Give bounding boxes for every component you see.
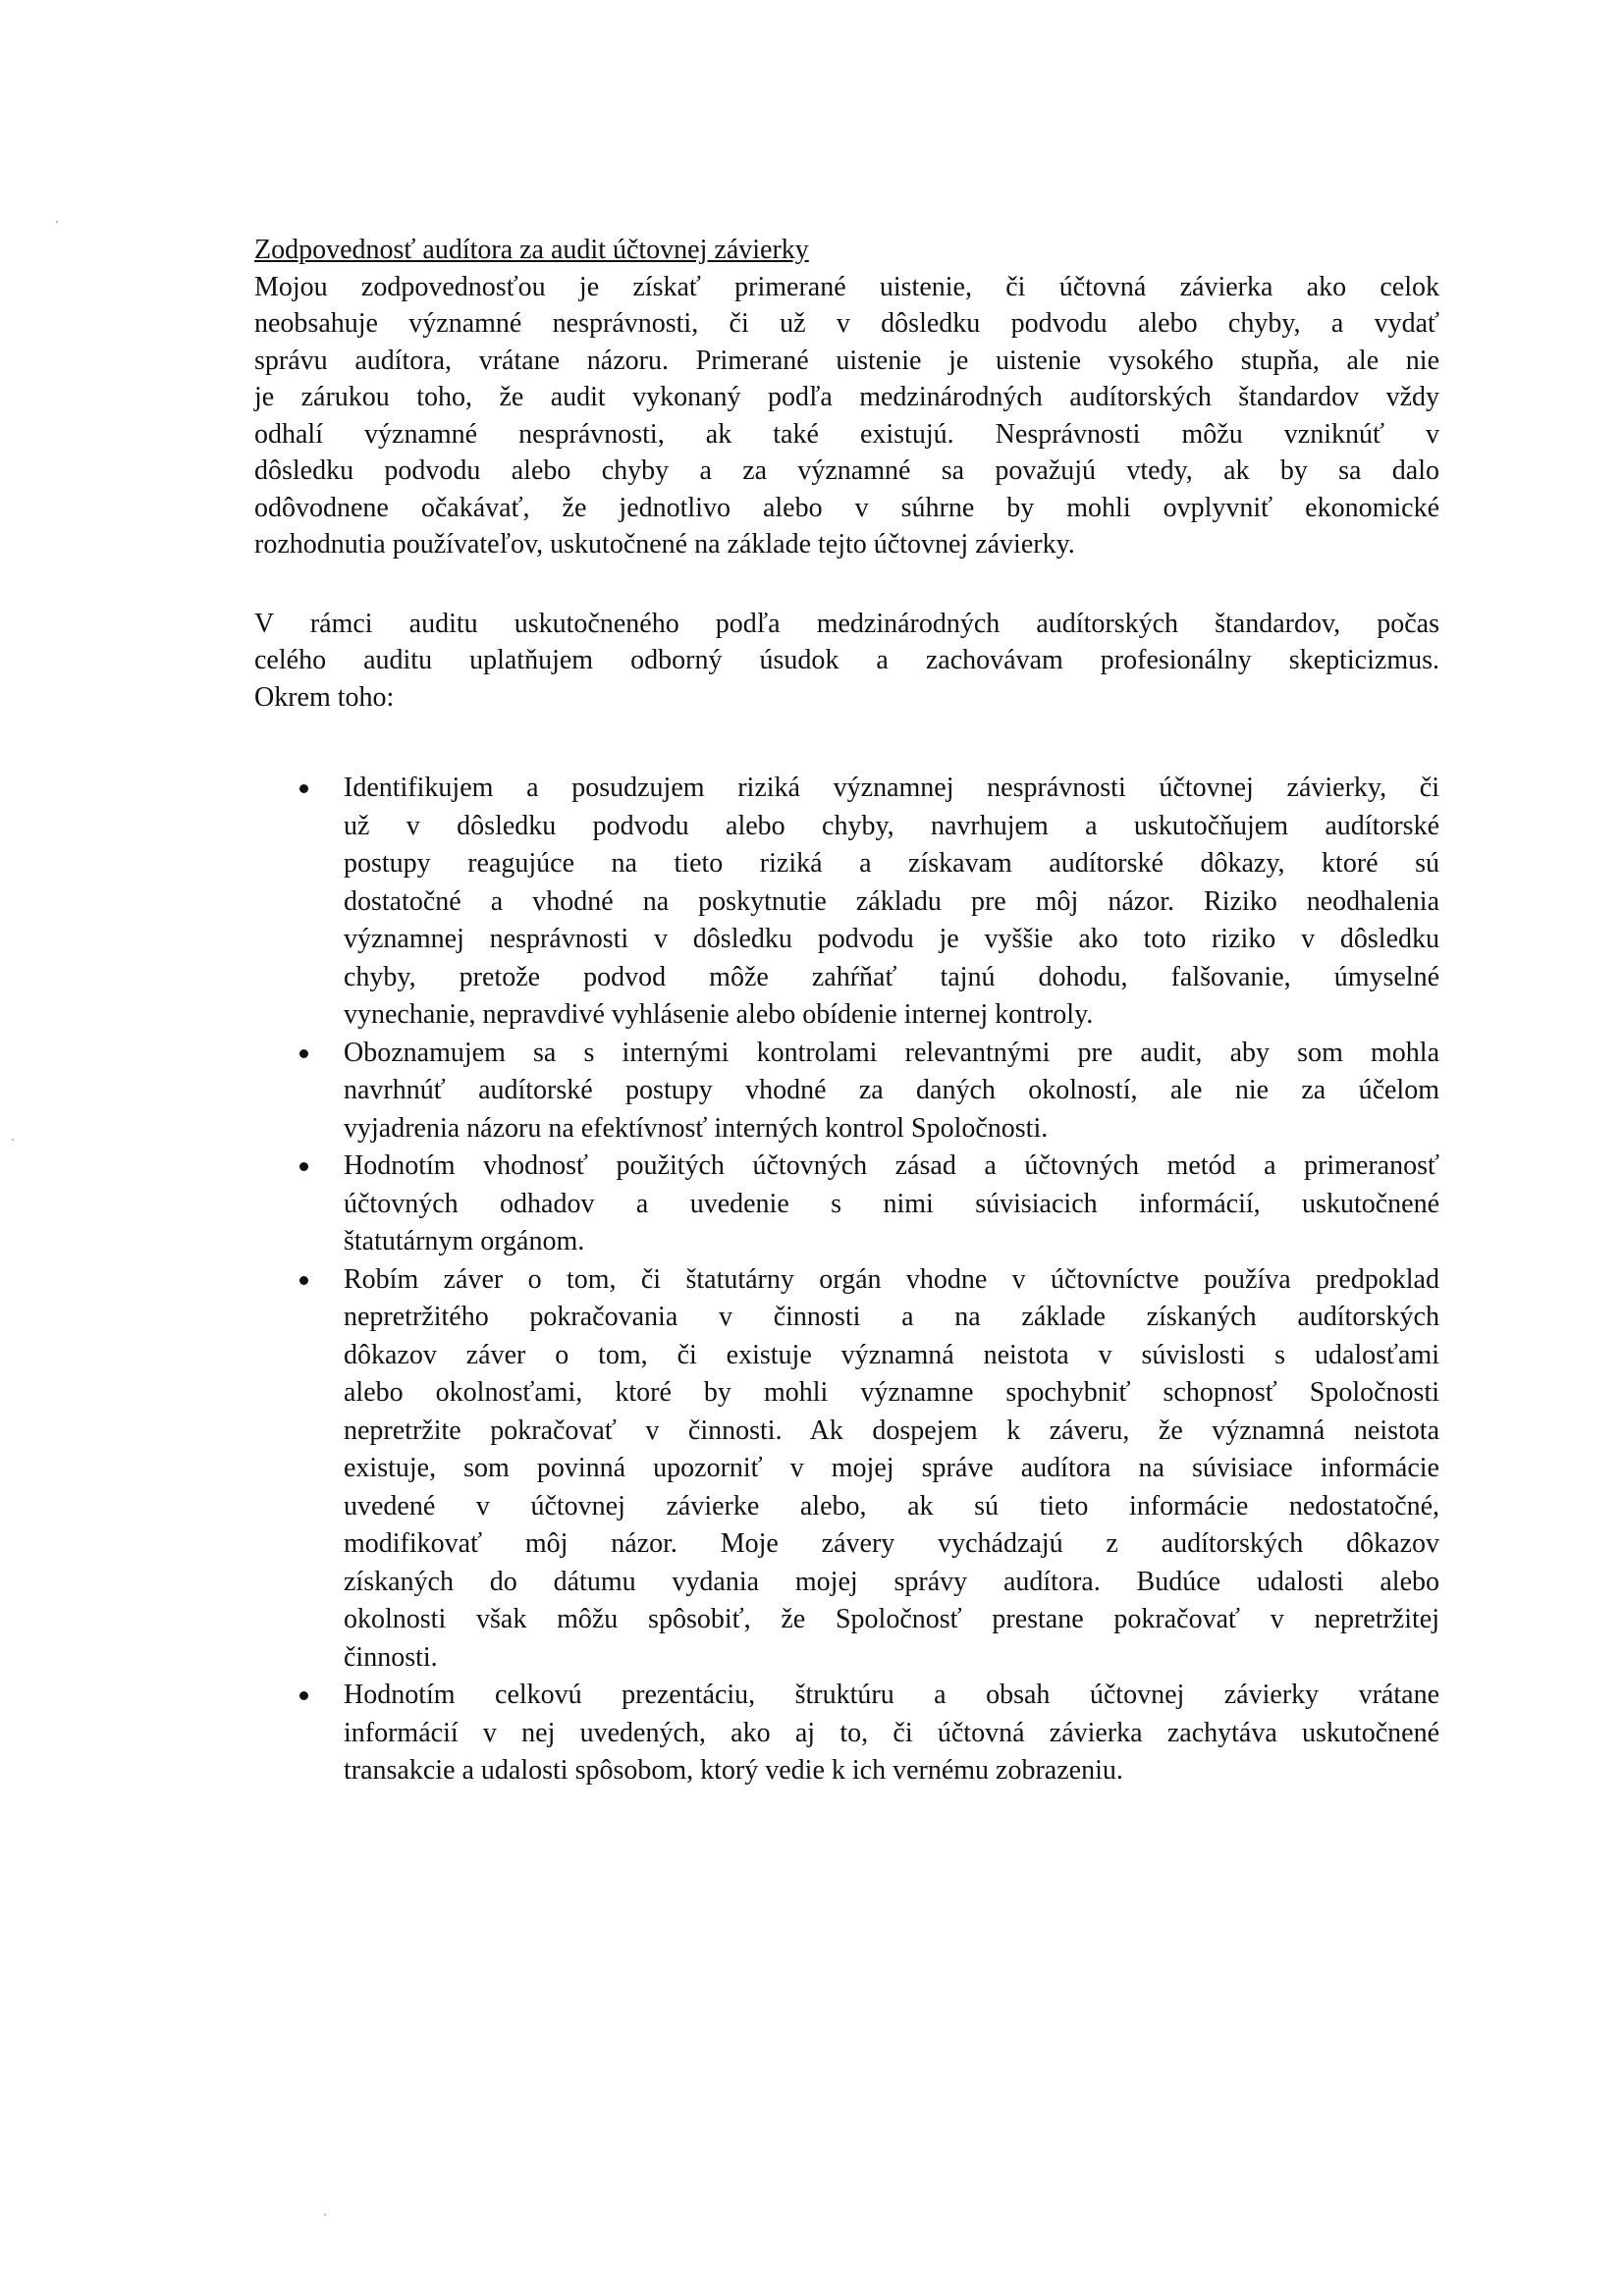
- bullet-dot-icon: [299, 1276, 308, 1285]
- text-line: nepretržite pokračovať v činnosti. Ak dospejem k záveru, že významná neistota: [344, 1415, 1439, 1446]
- text-line: okolnosti však môžu spôsobiť, že Spoločnosť prestane pokračovať v nepretržitej: [344, 1604, 1439, 1634]
- text-line: dôkazov záver o tom, či existuje významná neistota v súvislosti s udalosťami: [344, 1339, 1439, 1370]
- text-line: informácií v nej uvedených, ako aj to, či účtovná závierka zachytáva uskutočnené: [344, 1717, 1439, 1748]
- procedures-bullet-list: [344, 770, 1439, 1790]
- scan-speck: [56, 221, 58, 223]
- text-line: Robím záver o tom, či štatutárny orgán vhodne v účtovníctve používa predpoklad: [344, 1263, 1439, 1295]
- bullet-dot-icon: [299, 784, 308, 793]
- bullet-item: [344, 1261, 1439, 1678]
- text-line: transakcie a udalosti spôsobom, ktorý vedie k ich vernému zobrazeniu.: [344, 1755, 1123, 1786]
- text-line: navrhnúť audítorské postupy vhodné za daných okolností, ale nie za účelom: [344, 1075, 1439, 1105]
- text-line: dostatočné a vhodné na poskytnutie základu pre môj názor. Riziko neodhalenia: [344, 885, 1439, 917]
- text-line: vynechanie, nepravdivé vyhlásenie alebo obídenie internej kontroly.: [344, 999, 1094, 1030]
- text-line: odhalí významné nesprávnosti, ak také existujú. Nesprávnosti môžu vzniknúť v: [254, 418, 1439, 450]
- text-line: významnej nesprávnosti v dôsledku podvodu je vyššie ako toto riziko v dôsledku: [344, 924, 1439, 954]
- scan-speck: [324, 2214, 326, 2216]
- audit-approach-paragraph: [254, 606, 1439, 717]
- bullet-item: [344, 770, 1439, 1035]
- text-line: postupy reagujúce na tieto riziká a získavam audítorské dôkazy, ktoré sú: [344, 848, 1439, 879]
- bullet-item: [344, 1677, 1439, 1790]
- text-line: neobsahuje významné nesprávnosti, či už v dôsledku podvodu alebo chyby, a vydať: [254, 308, 1439, 339]
- text-line: nepretržitého pokračovania v činnosti a na základe získaných audítorských: [344, 1302, 1439, 1332]
- text-line: vyjadrenia názoru na efektívnosť interných kontrol Spoločnosti.: [344, 1112, 1049, 1144]
- text-line: činnosti.: [344, 1641, 438, 1673]
- section-heading: Zodpovednosť audítora za audit účtovnej závierky: [254, 235, 809, 265]
- text-line: Okrem toho:: [254, 681, 395, 713]
- text-line: Hodnotím vhodnosť použitých účtovných zásad a účtovných metód a primeranosť: [344, 1150, 1439, 1181]
- text-line: Hodnotím celkovú prezentáciu, štruktúru a obsah účtovnej závierky vrátane: [344, 1680, 1439, 1710]
- text-line: Mojou zodpovednosťou je získať primerané uistenie, či účtovná závierka ako celok: [254, 271, 1439, 302]
- text-line: štatutárnym orgánom.: [344, 1226, 585, 1256]
- text-line: existuje, som povinná upozorniť v mojej správe audítora na súvisiace informácie: [344, 1453, 1439, 1483]
- bullet-dot-icon: [299, 1049, 308, 1058]
- text-line: získaných do dátumu vydania mojej správy audítora. Budúce udalosti alebo: [344, 1566, 1439, 1597]
- scan-speck: [12, 1139, 14, 1141]
- responsibility-paragraph: [254, 269, 1439, 563]
- text-line: dôsledku podvodu alebo chyby a za významné sa považujú vtedy, ak by sa dalo: [254, 455, 1439, 486]
- text-line: odôvodnene očakávať, že jednotlivo alebo v súhrne by mohli ovplyvniť ekonomické: [254, 492, 1439, 523]
- text-line: uvedené v účtovnej závierke alebo, ak sú tieto informácie nedostatočné,: [344, 1490, 1439, 1522]
- text-line: Identifikujem a posudzujem riziká významnej nesprávnosti účtovnej závierky, či: [344, 773, 1439, 803]
- text-line: Oboznamujem sa s internými kontrolami relevantnými pre audit, aby som mohla: [344, 1037, 1439, 1068]
- bullet-item: [344, 1148, 1439, 1261]
- text-line: už v dôsledku podvodu alebo chyby, navrhujem a uskutočňujem audítorské: [344, 810, 1439, 841]
- text-line: alebo okolnosťami, ktoré by mohli významne spochybniť schopnosť Spoločnosti: [344, 1377, 1439, 1408]
- text-line: správu audítora, vrátane názoru. Primerané uistenie je uistenie vysokého stupňa, ale nie: [254, 345, 1439, 376]
- text-line: rozhodnutia používateľov, uskutočnené na základe tejto účtovnej závierky.: [254, 529, 1075, 560]
- text-line: V rámci auditu uskutočneného podľa medzinárodných audítorských štandardov, počas: [254, 608, 1439, 639]
- text-line: modifikovať môj názor. Moje závery vychádzajú z audítorských dôkazov: [344, 1528, 1439, 1559]
- text-line: je zárukou toho, že audit vykonaný podľa medzinárodných audítorských štandardov vždy: [254, 382, 1439, 412]
- bullet-dot-icon: [299, 1691, 308, 1700]
- audit-report-page: [254, 232, 1439, 1790]
- text-line: účtovných odhadov a uvedenie s nimi súvisiacich informácií, uskutočnené: [344, 1188, 1439, 1219]
- bullet-item: [344, 1035, 1439, 1148]
- text-line: celého auditu uplatňujem odborný úsudok a zachovávam profesionálny skepticizmus.: [254, 645, 1439, 675]
- bullet-dot-icon: [299, 1162, 308, 1171]
- text-line: chyby, pretože podvod môže zahŕňať tajnú dohodu, falšovanie, úmyselné: [344, 961, 1439, 992]
